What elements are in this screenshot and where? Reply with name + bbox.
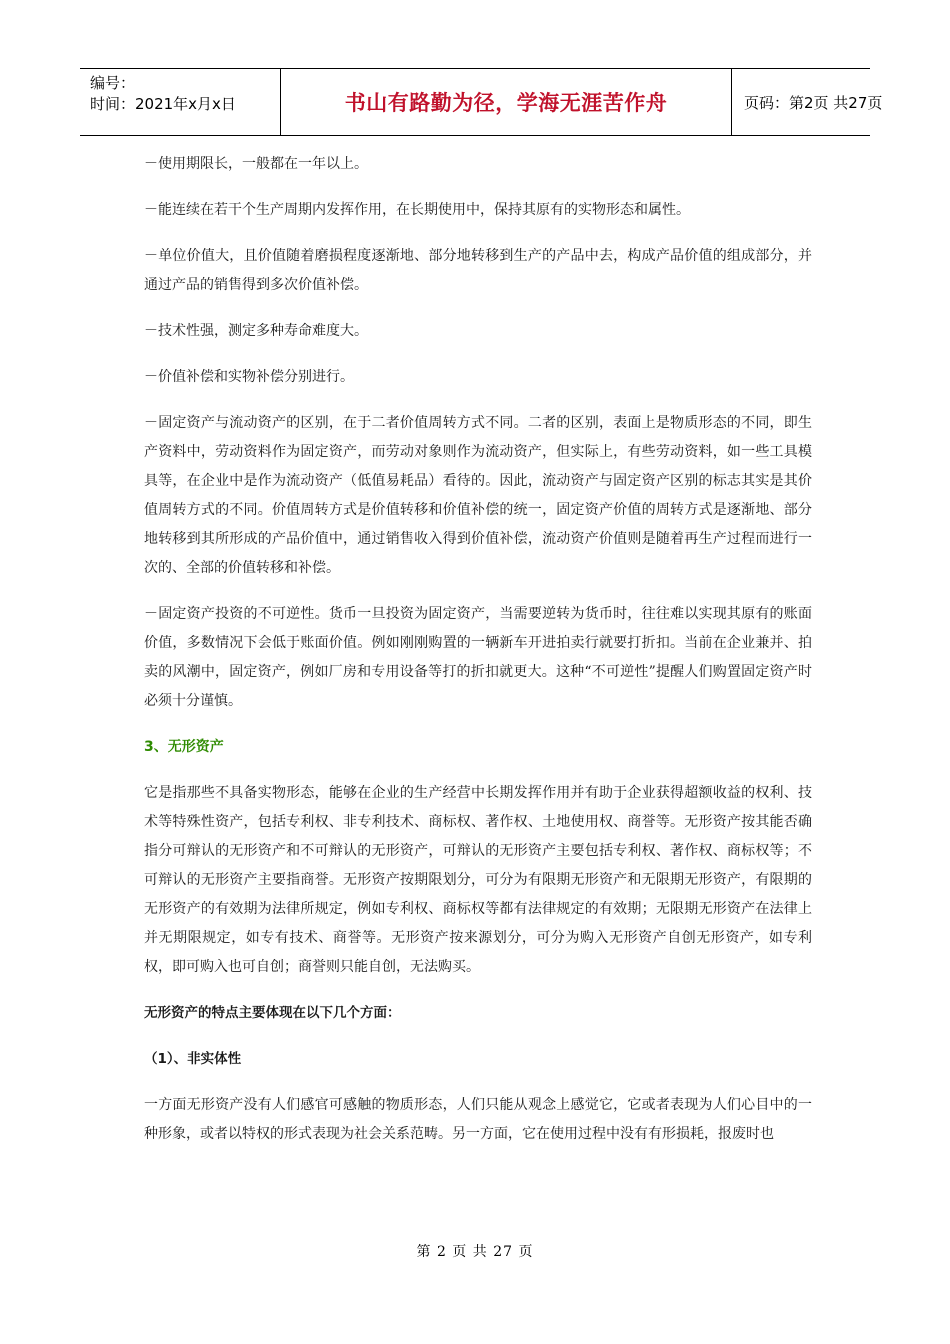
document-time-label: 时间：2021年x月x日 — [90, 95, 236, 113]
header-page-code: 页码：第2页 共27页 — [744, 93, 883, 112]
paragraph: －价值补偿和实物补偿分别进行。 — [144, 369, 354, 385]
header-meta — [80, 69, 281, 135]
paragraph: －使用期限长，一般都在一年以上。 — [144, 156, 368, 172]
paragraph: －固定资产与流动资产的区别，在于二者价值周转方式不同。二者的区别，表面上是物质形态的不同，即生产资料中，劳动资料作为固定资产，而劳动对象则作为流动资产，但实际上，有些劳动资料，如一些工具模具等，在企业中是作为流动资产（低值易耗品）看待的。因此，流动资产与固定资产区别的标志其实是其价值周转方式的不同。价值周转方式是价值转移和价值补偿的统一，固定资产价值的周转方式是逐渐地、部分地转移到其所形成的产品价值中，通过销售收入得到价值补偿，流动资产价值则是随着再生产过程而进行一次的、全部的价值转移和补偿。 — [144, 415, 812, 576]
paragraph: －单位价值大，且价值随着磨损程度逐渐地、部分地转移到生产的产品中去，构成产品价值的组成部分，并通过产品的销售得到多次价值补偿。 — [144, 248, 812, 293]
paragraph: 它是指那些不具备实物形态，能够在企业的生产经营中长期发挥作用并有助于企业获得超额收益的权利、技术等特殊性资产，包括专利权、非专利技术、商标权、著作权、土地使用权、商誉等。无形资产按其能否确指分可辩认的无形资产和不可辩认的无形资产，可辩认的无形资产主要包括专利权、著作权、商标权等；不可辩认的无形资产主要指商誉。无形资产按期限划分，可分为有限期无形资产和无限期无形资产，有限期的无形资产的有效期为法律所规定，例如专利权、商标权等都有法律规定的有效期；无限期无形资产在法律上并无期限规定，如专有技术、商誉等。无形资产按来源划分，可分为购入无形资产自创无形资产，如专利权，即可购入也可自创；商誉则只能自创，无法购买。 — [144, 785, 812, 975]
subsection-heading: 无形资产的特点主要体现在以下几个方面： — [144, 1005, 401, 1021]
page-footer: 第 2 页 共 27 页 — [416, 1244, 534, 1260]
paragraph: －能连续在若干个生产周期内发挥作用，在长期使用中，保持其原有的实物形态和属性。 — [144, 202, 690, 218]
document-number-label: 编号： — [90, 74, 136, 92]
paragraph: －技术性强，测定多种寿命难度大。 — [144, 323, 368, 339]
paragraph: 一方面无形资产没有人们感官可感触的物质形态，人们只能从观念上感觉它，它或者表现为人们心目中的一种形象，或者以特权的形式表现为社会关系范畴。另一方面，它在使用过程中没有有形损耗，报废时也 — [144, 1097, 812, 1142]
subsection-heading: （1）、非实体性 — [144, 1051, 242, 1067]
page-header — [80, 68, 883, 136]
document-body — [144, 150, 812, 1149]
section-heading: 3、无形资产 — [144, 739, 224, 755]
header-motto: 书山有路勤为径，学海无涯苦作舟 — [281, 69, 732, 135]
paragraph: －固定资产投资的不可逆性。货币一旦投资为固定资产，当需要逆转为货币时，往往难以实现其原有的账面价值，多数情况下会低于账面价值。例如刚刚购置的一辆新车开进拍卖行就要打折扣。当前在企业兼并、拍卖的风潮中，固定资产，例如厂房和专用设备等打的折扣就更大。这种“不可逆性”提醒人们购置固定资产时必须十分谨慎。 — [144, 606, 812, 709]
